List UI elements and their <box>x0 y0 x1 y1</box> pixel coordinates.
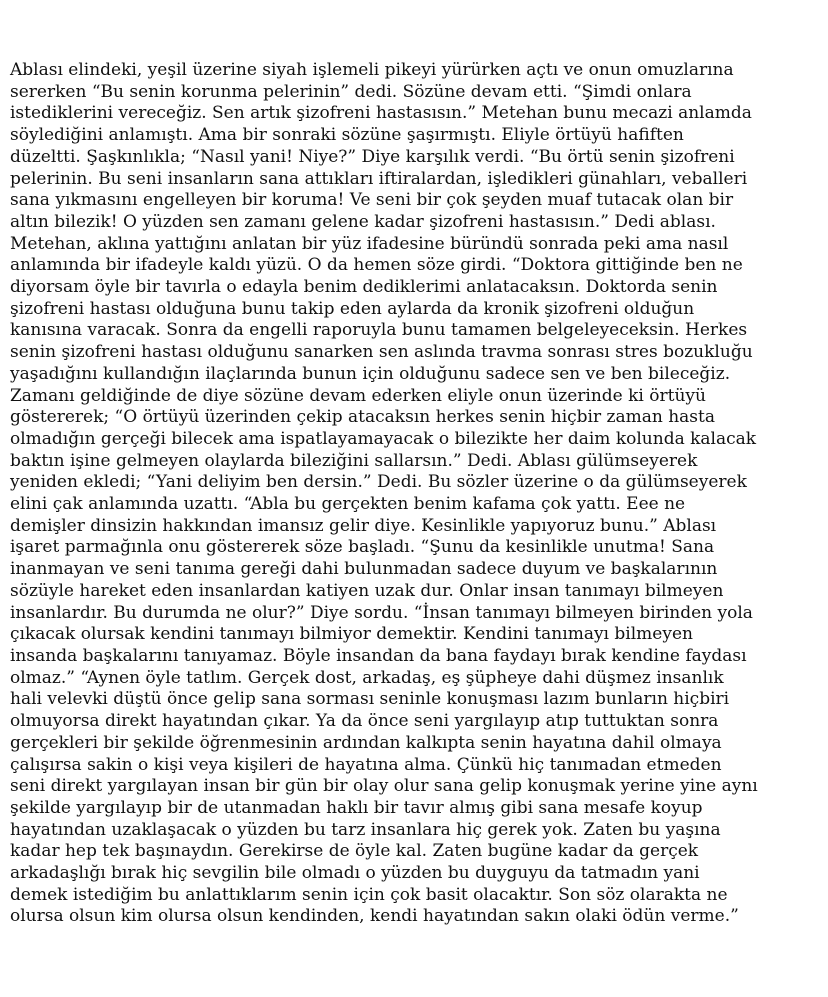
text-line: Ablası elindeki, yeşil üzerine siyah işlemeli pikeyi yürürken açtı ve onun omuzlarına <box>10 60 734 80</box>
text-line: pelerinin. Bu seni insanların sana attıkları iftiralardan, işledikleri günahları, veballeri <box>10 168 748 189</box>
text-line: insanlardır. Bu durumda ne olur?” Diye sordu. “İnsan tanımayı bilmeyen birinden yola <box>10 602 753 623</box>
document-page <box>10 60 818 928</box>
text-line: şekilde yargılayıp bir de utanmadan haklı bir tavır almış gibi sana mesafe koyup <box>10 797 703 818</box>
text-line: göstererek; “O örtüyü üzerinden çekip atacaksın herkes senin hiçbir zaman hasta <box>10 407 716 428</box>
text-line: çalışırsa sakin o kişi veya kişileri de hayatına alma. Çünkü hiç tanımadan etmeden <box>10 754 722 775</box>
text-line: seni direkt yargılayan insan bir gün bir olay olur sana gelip konuşmak yerine yine aynı <box>10 776 758 797</box>
text-line: yeniden ekledi; “Yani deliyim ben dersin.” Dedi. Bu sözler üzerine o da gülümseyerek <box>10 472 747 493</box>
text-line: hayatından uzaklaşacak o yüzden bu tarz insanlara hiç gerek yok. Zaten bu yaşına <box>10 819 721 840</box>
text-line: demek istediğim bu anlattıklarım senin için çok basit olacaktır. Son söz olarakta ne <box>10 884 728 905</box>
text-line: Metehan, aklına yattığını anlatan bir yüz ifadesine büründü sonrada peki ama nasıl <box>10 233 729 254</box>
text-line: elini çak anlamında uzattı. “Abla bu gerçekten benim kafama çok yattı. Eee ne <box>10 494 686 515</box>
text-line: işaret parmağınla onu göstererek söze başladı. “Şunu da kesinlikle unutma! Sana <box>10 537 715 558</box>
text-line: inanmayan ve seni tanıma gereği dahi bulunmadan sadece duyum ve başkalarının <box>10 559 718 580</box>
text-line: gerçekleri bir şekilde öğrenmesinin ardından kalkıpta senin hayatına dahil olmaya <box>10 732 722 753</box>
text-line: diyorsam öyle bir tavırla o edayla benim dediklerimi anlatacaksın. Doktorda senin <box>10 277 718 298</box>
text-line: demişler dinsizin hakkından imansız gelir diye. Kesinlikle yapıyoruz bunu.” Ablası <box>10 515 717 536</box>
text-line: baktın işine gelmeyen olaylarda bileziğini sallarsın.” Dedi. Ablası gülümseyerek <box>10 450 698 471</box>
text-line: şizofreni hastası olduğuna bunu takip eden aylarda da kronik şizofreni olduğun <box>10 298 695 319</box>
text-line: kanısına varacak. Sonra da engelli raporuyla bunu tamamen belgeleyeceksin. Herkes <box>10 320 748 341</box>
text-line: söylediğini anlamıştı. Ama bir sonraki sözüne şaşırmıştı. Eliyle örtüyü hafiften <box>10 125 684 146</box>
text-line: arkadaşlığı bırak hiç sevgilin bile olmadı o yüzden bu duyguyu da tatmadın yani <box>10 863 700 884</box>
text-line: senin şizofreni hastası olduğunu sanarken sen aslında travma sonrası stres bozukluğu <box>10 342 753 363</box>
text-line: kadar hep tek başınaydın. Gerekirse de öyle kal. Zaten bugüne kadar da gerçek <box>10 841 699 862</box>
text-line: sözüyle hareket eden insanlardan katiyen uzak dur. Onlar insan tanımayı bilmeyen <box>10 580 724 601</box>
text-line: istediklerini vereceğiz. Sen artık şizofreni hastasısın.” Metehan bunu mecazi anlamda <box>10 103 752 124</box>
text-line: yaşadığını kullandığın ilaçlarında bunun için olduğunu sadece sen ve ben bileceğiz. <box>10 363 731 384</box>
text-line: anlamında bir ifadeyle kaldı yüzü. O da hemen söze girdi. “Doktora gittiğinde ben ne <box>10 255 743 276</box>
text-line: insanda başkalarını tanıyamaz. Böyle insandan da bana faydayı bırak kendine faydası <box>10 645 747 666</box>
text-line: olmaz.” “Aynen öyle tatlım. Gerçek dost, arkadaş, eş şüpheye dahi düşmez insanlık <box>10 667 724 688</box>
text-line: Zamanı geldiğinde de diye sözüne devam ederken eliyle onun üzerinde ki örtüyü <box>10 385 706 406</box>
text-line: olmadığın gerçeği bilecek ama ispatlayamayacak o bilezikte her daim kolunda kalacak <box>10 428 757 449</box>
text-line: altın bilezik! O yüzden sen zamanı gelene kadar şizofreni hastasısın.” Dedi ablası. <box>10 211 716 232</box>
text-line: çıkacak olursak kendini tanımayı bilmiyor demektir. Kendini tanımayı bilmeyen <box>10 624 693 645</box>
text-line: olmuyorsa direkt hayatından çıkar. Ya da önce seni yargılayıp atıp tuttuktan sonra <box>10 711 719 732</box>
text-line: düzeltti. Şaşkınlıkla; “Nasıl yani! Niye?” Diye karşılık verdi. “Bu örtü senin şizofreni <box>10 146 735 167</box>
text-line: sana yıkmasını engelleyen bir koruma! Ve seni bir çok şeyden muaf tutacak olan bir <box>10 190 734 211</box>
text-line: olursa olsun kim olursa olsun kendinden, kendi hayatından sakın olaki ödün verme.” <box>10 906 739 927</box>
text-line: sererken “Bu senin korunma pelerinin” dedi. Sözüne devam etti. “Şimdi onlara <box>10 81 692 102</box>
text-line: hali velevki düştü önce gelip sana sorması seninle konuşması lazım bunların hiçbiri <box>10 689 730 710</box>
story-paragraph <box>10 60 818 928</box>
